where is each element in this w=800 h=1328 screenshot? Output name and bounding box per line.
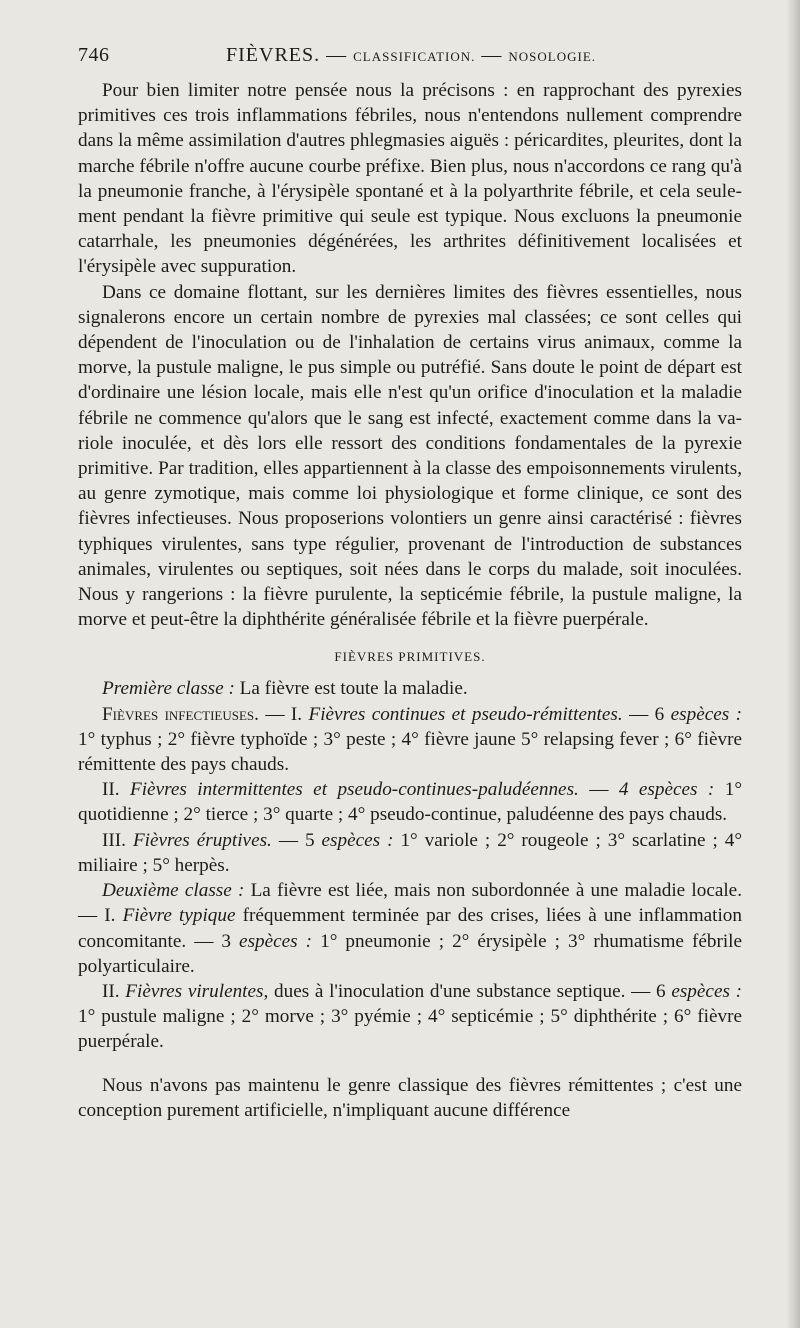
- classe-2-text: La fièvre est liée, mais non subordonnée à une maladie locale. — I.: [78, 880, 742, 927]
- page-number: 746: [78, 44, 110, 66]
- infect-I-dash: — 6: [622, 703, 671, 725]
- classe-2-label: Deuxième classe :: [102, 880, 245, 902]
- paragraph-closing: Nous n'avons pas maintenu le genre classique des fièvres rémittentes ; c'est une conception purement artificielle, n'impliquant aucune différence: [78, 1074, 742, 1121]
- infect-III-dash: — 5: [271, 829, 322, 851]
- infect-III-especes: espèces :: [321, 829, 394, 851]
- paragraph-limiter: Pour bien limiter notre pensée nous la précisons : en rapprochant des pyrexies primitives ces trois inflammations fébriles, nous n'entendons nullement comprendre dans la même assimilation d'autres phlegmasies aiguës : péricardites, pleurites, dont la marche fébrile n'offre aucune courbe préfixe. Bien plus, nous n'accordons ce rang qu'à la pneumonie franche, à l'érysipèle spontané et à la polyarthrite fébrile, et cela seulement pendant la fièvre primitive qui seule est typique. Nous excluons la pneumonie catarrhale, les pneumonies dégénérées, les arthrites définitivement localisées et l'érysipèle avec suppuration.: [78, 80, 742, 278]
- classe-2-I-title: Fièvre typique: [122, 905, 236, 927]
- page-header: [78, 44, 748, 74]
- classe-2-II-text: dues à l'inoculation d'une substance septique. — 6: [268, 980, 672, 1002]
- running-title-classification: CLASSIFICATION.: [353, 49, 476, 64]
- classe-1-text: La fièvre est toute la maladie.: [234, 678, 468, 700]
- running-title: [226, 44, 596, 67]
- infect-II-dash: —: [578, 779, 619, 801]
- paragraph-domaine-flottant: Dans ce domaine flottant, sur les dernières limites des fièvres essentielles, nous signalerons encore un certain nombre de pyrexies mal classées; ce sont celles qui dépendent de l'inoculation ou de l'inhalation de certains virus animaux, comme la morve, la pustule maligne, le pus simple ou putréfié. Sans doute le point de départ est d'ordinaire une lésion locale, mais elle n'est qu'un orifice d'inoculation et la maladie fébrile ne commence qu'alors que le sang est infecté, exactement comme dans la variole inoculée, et dès lors elle ressort des conditions fondamentales de la pyrexie primitive. Par tradition, elles appartiennent à la classe des empoisonnements virulents, au genre zymotique, mais comme loi physiologique et forme clinique, ce sont des fièvres infectieuses. Nous proposerions volontiers un genre ainsi caractérisé : fièvres typhiques virulentes, sans type régulier, provenant de l'introduction de substances animales, virulentes ou septiques, soit nées dans le corps du malade, soit inoculées. Nous y rangerions : la fièvre purulente, la septicémie fébrile, la pustule maligne, la morve et peut-être la diphthérite généralisée fébrile et la fièvre puerpérale.: [78, 281, 742, 631]
- classe-2-I-especes: espèces :: [239, 930, 313, 952]
- classe-1-label: Première classe :: [102, 678, 235, 700]
- infect-II-list: 1° quotidienne ; 2° tierce ; 3° quarte ; 4° pseudo-continue, paludéenne des pays chauds.: [78, 779, 743, 826]
- classe-2-II-list: 1° pustule maligne ; 2° morve ; 3° pyémie ; 4° septicémie ; 5° diphthérite ; 6° fièvre puerpérale.: [78, 1006, 742, 1053]
- running-title-sep-2: —: [475, 44, 509, 66]
- running-title-nosologie: NOSOLOGIE.: [508, 49, 597, 64]
- infect-I-num: — I.: [258, 703, 309, 725]
- classe-1: [78, 676, 742, 701]
- classe-2-II: [78, 979, 742, 1055]
- classe-2: [78, 878, 742, 979]
- infect-I-title: Fièvres continues et pseudo-rémittentes.: [308, 703, 623, 725]
- infect-I-especes: espèces :: [670, 703, 743, 725]
- paragraph-gap: [78, 1055, 742, 1073]
- classe-2-I-list: 1° pneumonie ; 2° érysipèle ; 3° rhumatisme fébrile polyarticulaire.: [78, 930, 743, 977]
- classe-2-II-title: Fièvres virulentes,: [125, 980, 269, 1002]
- infect-II-num: II.: [102, 779, 130, 801]
- infect-II-title: Fièvres intermittentes et pseudo-continues-paludéennes.: [130, 779, 579, 801]
- infect-I-list: 1° typhus ; 2° fièvre typhoïde ; 3° peste ; 4° fièvre jaune 5° relapsing fever ; 6° fièvre rémittente des pays chauds.: [78, 728, 742, 776]
- section-title: FIÈVRES PRIMITIVES.: [334, 649, 486, 665]
- page-edge-shadow: [786, 0, 800, 1328]
- infect-II-especes: 4 espèces :: [618, 779, 715, 801]
- classe-2-II-num: II.: [102, 980, 126, 1002]
- fievres-infectieuses-II: [78, 777, 742, 827]
- fievres-infectieuses-label: Fièvres infectieuses.: [102, 703, 259, 725]
- running-title-sep-1: —: [320, 44, 354, 66]
- running-title-main: FIÈVRES.: [226, 44, 321, 66]
- infect-III-num: III.: [102, 829, 133, 851]
- page-body: [78, 78, 742, 1123]
- classe-2-II-especes: espèces :: [671, 980, 743, 1002]
- infect-III-list: 1° variole ; 2° rougeole ; 3° scarlatine ; 4° miliaire ; 5° herpès.: [78, 829, 743, 876]
- classe-2-I-text: fréquemment terminée par des crises, liées à une inflammation concomitante. — 3: [78, 905, 742, 952]
- fievres-infectieuses-III: [78, 828, 742, 878]
- fievres-infectieuses-I: [78, 702, 742, 778]
- infect-III-title: Fièvres éruptives.: [132, 829, 272, 851]
